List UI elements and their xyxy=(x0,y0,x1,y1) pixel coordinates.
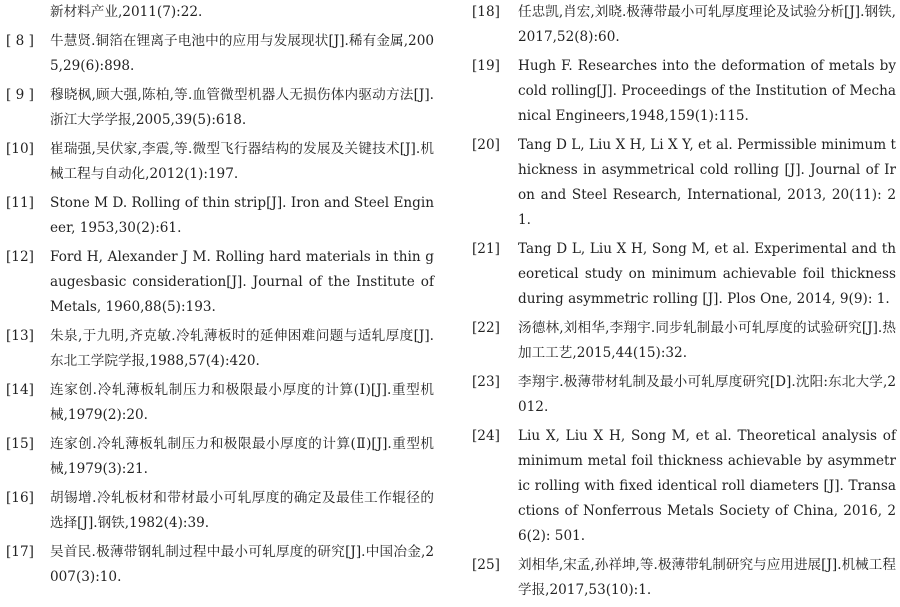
reference-item-20 xyxy=(472,133,896,233)
reference-text: 汤德林,刘相华,李翔宇.同步轧制最小可轧厚度的试验研究[J].热加工工艺,2015,44(15):32. xyxy=(518,320,896,361)
references-right-column xyxy=(472,0,896,607)
reference-number: [10] xyxy=(6,141,34,157)
reference-text: 连家创.冷轧薄板轧制压力和极限最小厚度的计算(Ⅰ)[J].重型机械,1979(2):20. xyxy=(50,382,434,423)
reference-item-9 xyxy=(6,83,434,133)
reference-item-11 xyxy=(6,191,434,241)
reference-number: [17] xyxy=(6,544,34,560)
references-left-column xyxy=(6,0,434,594)
reference-text: 刘相华,宋孟,孙祥坤,等.极薄带轧制研究与应用进展[J].机械工程学报,2017,53(10):1. xyxy=(518,557,896,598)
reference-number: [24] xyxy=(472,428,500,444)
reference-item-22 xyxy=(472,316,896,366)
reference-text: 任忠凯,肖宏,刘晓.极薄带最小可轧厚度理论及试验分析[J].钢铁,2017,52(8):60. xyxy=(518,4,896,45)
reference-number: [11] xyxy=(6,195,34,211)
reference-number: [13] xyxy=(6,328,34,344)
reference-item-18 xyxy=(472,0,896,50)
reference-number: [16] xyxy=(6,490,34,506)
reference-item-7-continuation xyxy=(6,0,434,25)
reference-item-24 xyxy=(472,424,896,549)
reference-text: 牛慧贤.铜箔在锂离子电池中的应用与发展现状[J].稀有金属,2005,29(6):898. xyxy=(50,33,434,74)
reference-item-12 xyxy=(6,245,434,320)
reference-text: 连家创.冷轧薄板轧制压力和极限最小厚度的计算(Ⅱ)[J].重型机械,1979(3):21. xyxy=(50,436,434,477)
reference-text: Tang D L, Liu X H, Li X Y, et al. Permissible minimum thickness in asymmetrical cold rolling [J]. Journal of Iron and Steel Research, International, 2013, 20(11): 21. xyxy=(518,137,896,228)
reference-text: 吴首民.极薄带钢轧制过程中最小可轧厚度的研究[J].中国冶金,2007(3):10. xyxy=(50,544,434,585)
reference-item-8 xyxy=(6,29,434,79)
reference-number: [14] xyxy=(6,382,34,398)
reference-item-21 xyxy=(472,237,896,312)
reference-text: 新材料产业,2011(7):22. xyxy=(50,4,203,20)
reference-number: [25] xyxy=(472,557,500,573)
reference-number: [20] xyxy=(472,137,500,153)
reference-number: [23] xyxy=(472,374,500,390)
reference-text: Stone M D. Rolling of thin strip[J]. Iron and Steel Engineer, 1953,30(2):61. xyxy=(50,195,434,236)
reference-item-17 xyxy=(6,540,434,590)
reference-text: Tang D L, Liu X H, Song M, et al. Experimental and theoretical study on minimum achievable foil thickness during asymmetric rolling [J]. Plos One, 2014, 9(9): 1. xyxy=(518,241,896,307)
reference-number: [22] xyxy=(472,320,500,336)
reference-text: 胡锡增.冷轧板材和带材最小可轧厚度的确定及最佳工作辊径的选择[J].钢铁,1982(4):39. xyxy=(50,490,434,531)
reference-number: [ 9 ] xyxy=(6,87,34,103)
reference-number: [19] xyxy=(472,58,500,74)
reference-text: 穆晓枫,顾大强,陈柏,等.血管微型机器人无损伤体内驱动方法[J].浙江大学学报,2005,39(5):618. xyxy=(50,87,434,128)
reference-text: 李翔宇.极薄带材轧制及最小可轧厚度研究[D].沈阳:东北大学,2012. xyxy=(518,374,896,415)
reference-item-25 xyxy=(472,553,896,603)
reference-text: Liu X, Liu X H, Song M, et al. Theoretical analysis of minimum metal foil thickness achievable by asymmetric rolling with fixed identical roll diameters [J]. Transactions of Nonferrous Metals Society of China, 2016, 26(2): 501. xyxy=(518,428,896,544)
reference-number: [ 8 ] xyxy=(6,33,34,49)
reference-number: [12] xyxy=(6,249,34,265)
reference-number: [18] xyxy=(472,4,500,20)
reference-number: [21] xyxy=(472,241,500,257)
reference-text: 朱泉,于九明,齐克敏.冷轧薄板时的延伸困难问题与适轧厚度[J].东北工学院学报,1988,57(4):420. xyxy=(50,328,434,369)
reference-item-23 xyxy=(472,370,896,420)
reference-text: Ford H, Alexander J M. Rolling hard materials in thin gaugesbasic consideration[J]. Journal of the Institute of Metals, 1960,88(5):193. xyxy=(50,249,434,315)
reference-item-13 xyxy=(6,324,434,374)
reference-text: Hugh F. Researches into the deformation of metals by cold rolling[J]. Proceedings of the Institution of Mechanical Engineers,1948,159(1):115. xyxy=(518,58,896,124)
reference-item-14 xyxy=(6,378,434,428)
reference-number: [15] xyxy=(6,436,34,452)
reference-item-10 xyxy=(6,137,434,187)
reference-text: 崔瑞强,吴伏家,李震,等.微型飞行器结构的发展及关键技术[J].机械工程与自动化,2012(1):197. xyxy=(50,141,434,182)
reference-item-15 xyxy=(6,432,434,482)
reference-item-19 xyxy=(472,54,896,129)
